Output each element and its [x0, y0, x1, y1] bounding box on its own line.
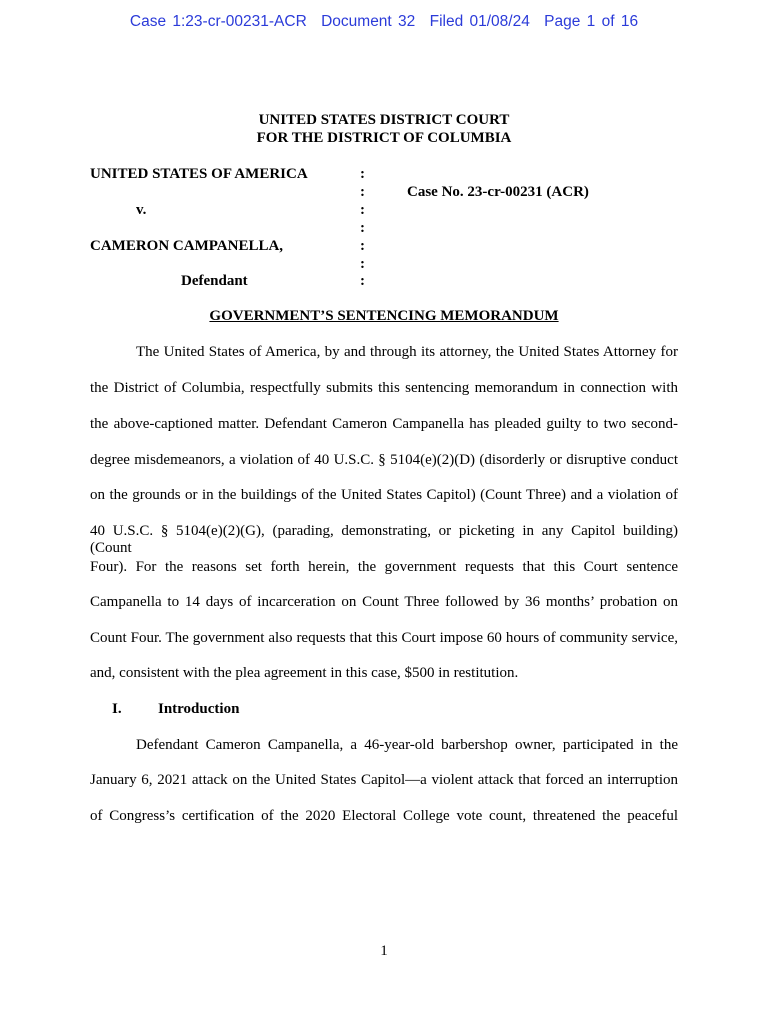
caption-colon: : — [360, 184, 365, 200]
court-district: FOR THE DISTRICT OF COLUMBIA — [256, 130, 512, 146]
caption-colon: : — [360, 220, 365, 236]
section-number: I. — [112, 701, 122, 717]
defendant-name: CAMERON CAMPANELLA, — [90, 238, 284, 254]
body-line: Campanella to 14 days of incarceration on Count Three followed by 36 months’ probation on — [90, 594, 678, 610]
caption-colon: : — [360, 256, 365, 272]
section-title: Introduction — [158, 701, 240, 717]
caption-colon: : — [360, 238, 365, 254]
caption-colon: : — [360, 202, 365, 218]
body-line: on the grounds or in the buildings of the United States Capitol) (Count Three) and a violation of — [90, 487, 678, 503]
page-count: Page 1 of 16 — [544, 13, 639, 30]
filed-date: Filed 01/08/24 — [429, 13, 530, 30]
body-line: the District of Columbia, respectfully submits this sentencing memorandum in connection with — [90, 380, 678, 396]
intro-line: Defendant Cameron Campanella, a 46-year-old barbershop owner, participated in the — [136, 737, 678, 753]
caption-colon: : — [360, 273, 365, 289]
intro-line: January 6, 2021 attack on the United States Capitol—a violent attack that forced an interruption — [90, 772, 678, 788]
case-number: Case No. 23-cr-00231 (ACR) — [407, 184, 589, 200]
ecf-header — [0, 13, 768, 31]
court-heading — [0, 111, 768, 147]
caption-colon: : — [360, 166, 365, 182]
court-name: UNITED STATES DISTRICT COURT — [258, 112, 510, 128]
document-number: Document 32 — [321, 13, 416, 30]
body-line: 40 U.S.C. § 5104(e)(2)(G), (parading, demonstrating, or picketing in any Capitol building) (Count — [90, 523, 678, 556]
page-number: 1 — [380, 943, 388, 959]
document-title: GOVERNMENT’S SENTENCING MEMORANDUM — [209, 308, 559, 324]
defendant-role: Defendant — [181, 273, 248, 289]
body-line: Four). For the reasons set forth herein, the government requests that this Court sentence — [90, 559, 678, 575]
plaintiff-name: UNITED STATES OF AMERICA — [90, 166, 308, 182]
case-number-header: Case 1:23-cr-00231-ACR — [129, 13, 307, 30]
body-line: the above-captioned matter. Defendant Cameron Campanella has pleaded guilty to two second- — [90, 416, 678, 432]
body-line: and, consistent with the plea agreement in this case, $500 in restitution. — [90, 665, 519, 681]
body-line: Count Four. The government also requests that this Court impose 60 hours of community service, — [90, 630, 678, 646]
body-line: degree misdemeanors, a violation of 40 U.S.C. § 5104(e)(2)(D) (disorderly or disruptive conduct — [90, 452, 678, 468]
body-line: The United States of America, by and through its attorney, the United States Attorney for — [136, 344, 678, 360]
versus-label: v. — [136, 202, 147, 218]
intro-line: of Congress’s certification of the 2020 Electoral College vote count, threatened the peaceful — [90, 808, 678, 824]
